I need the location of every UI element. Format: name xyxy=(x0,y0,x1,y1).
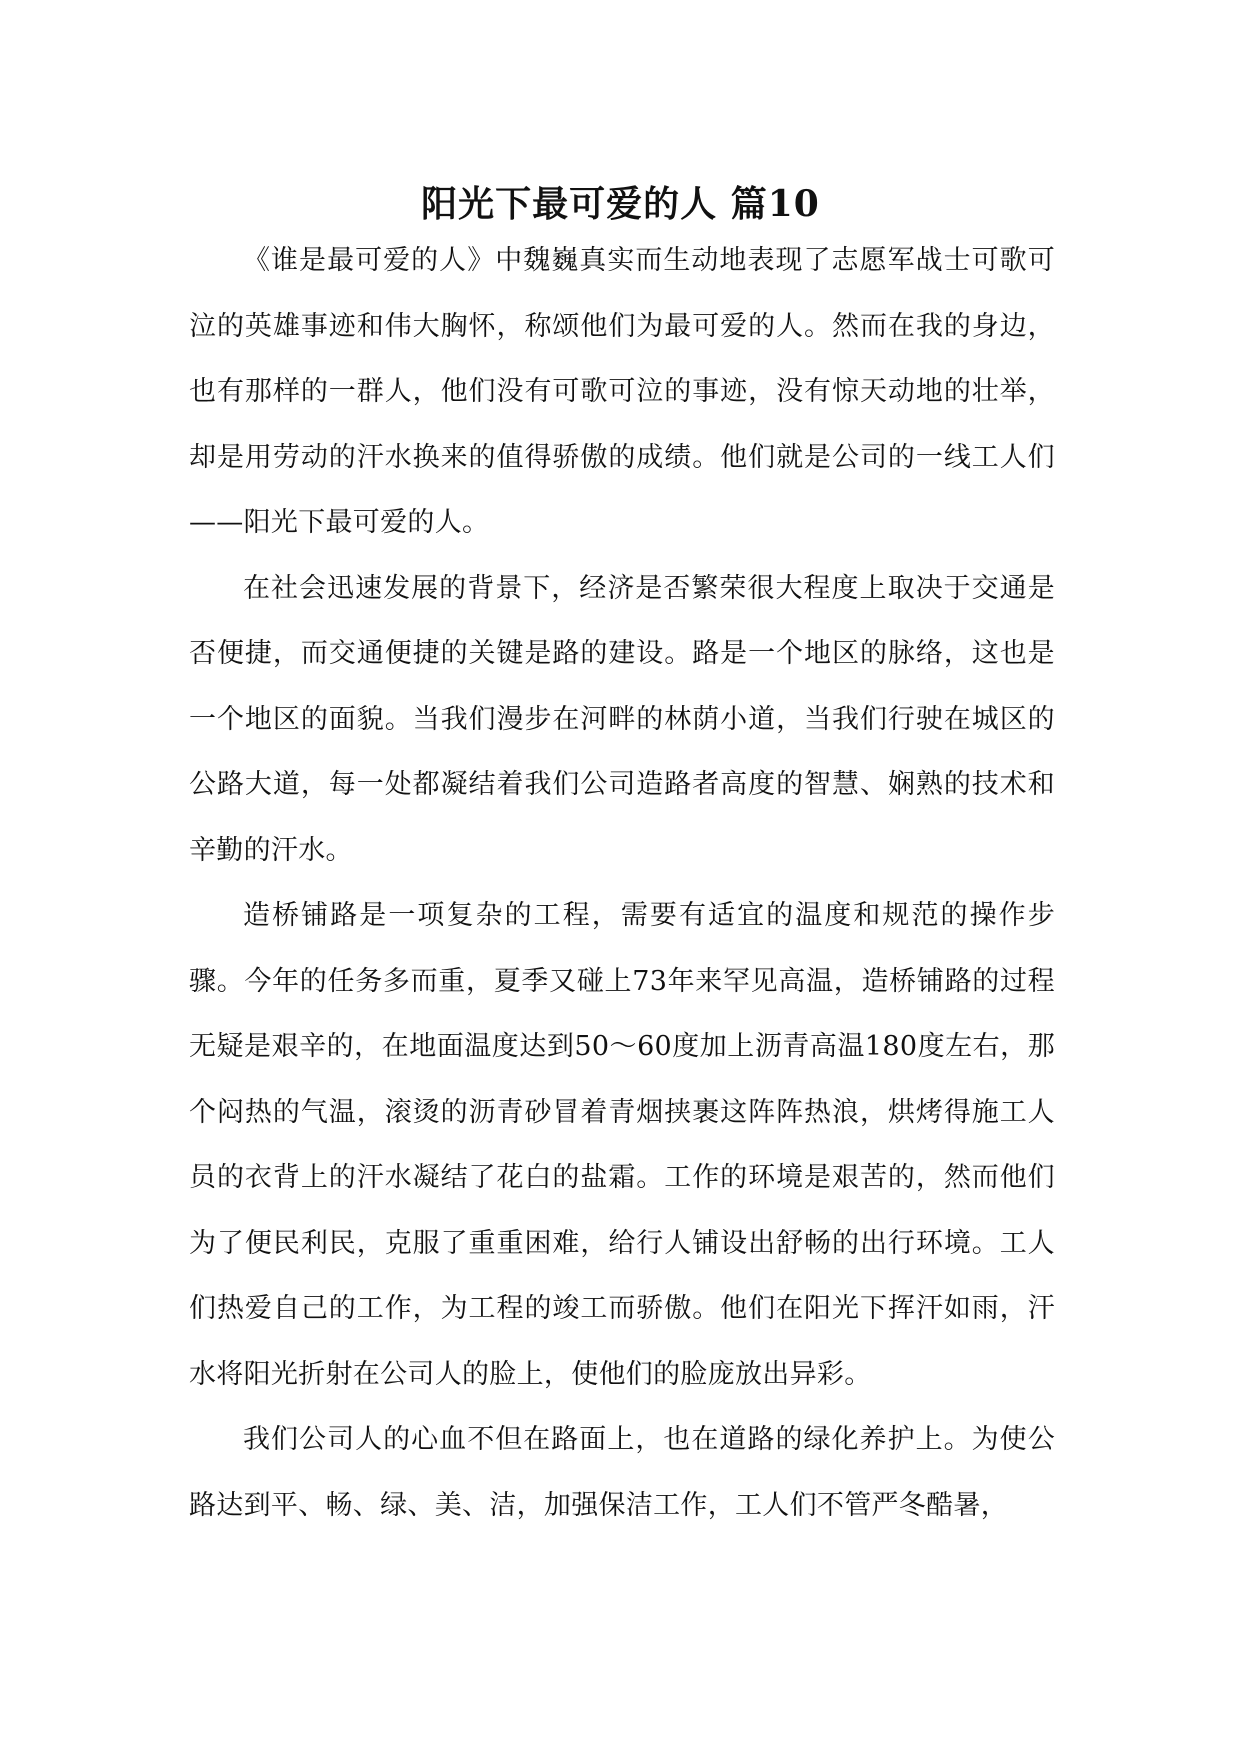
paragraph-2: 在社会迅速发展的背景下，经济是否繁荣很大程度上取决于交通是否便捷，而交通便捷的关键是路的建设。路是一个地区的脉络，这也是一个地区的面貌。当我们漫步在河畔的林荫小道，当我们行驶在城区的公路大道，每一处都凝结着我们公司造路者高度的智慧、娴熟的技术和辛勤的汗水。 xyxy=(189,572,1055,866)
paragraph-3: 造桥铺路是一项复杂的工程，需要有适宜的温度和规范的操作步骤。今年的任务多而重，夏季又碰上73年来罕见高温，造桥铺路的过程无疑是艰辛的，在地面温度达到50～60度加上沥青高温180度左右，那个闷热的气温，滚烫的沥青砂冒着青烟挟裹这阵阵热浪，烘烤得施工人员的衣背上的汗水凝结了花白的盐霜。工作的环境是艰苦的，然而他们为了便民利民，克服了重重困难，给行人铺设出舒畅的出行环境。工人们热爱自己的工作，为工程的竣工而骄傲。他们在阳光下挥汗如雨，汗水将阳光折射在公司人的脸上，使他们的脸庞放出异彩。 xyxy=(189,900,1055,1390)
document-title: 阳光下最可爱的人 篇10 xyxy=(421,183,820,226)
paragraph-4: 我们公司人的心血不但在路面上，也在道路的绿化养护上。为使公路达到平、畅、绿、美、洁，加强保洁工作，工人们不管严冬酷暑， xyxy=(189,1424,1055,1521)
document-body xyxy=(189,228,1055,1538)
paragraph-1: 《谁是最可爱的人》中魏巍真实而生动地表现了志愿军战士可歌可泣的英雄事迹和伟大胸怀，称颂他们为最可爱的人。然而在我的身边，也有那样的一群人，他们没有可歌可泣的事迹，没有惊天动地的壮举，却是用劳动的汗水换来的值得骄傲的成绩。他们就是公司的一线工人们——阳光下最可爱的人。 xyxy=(189,245,1055,538)
